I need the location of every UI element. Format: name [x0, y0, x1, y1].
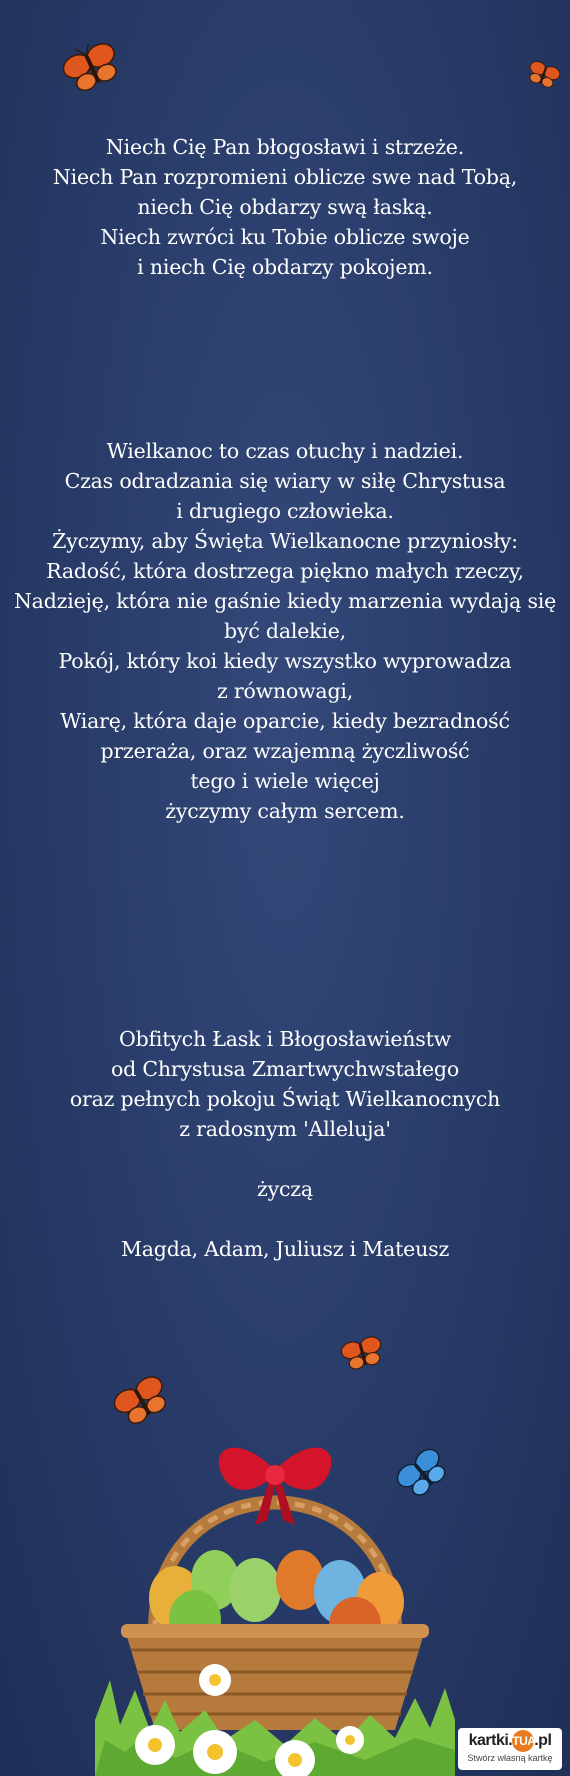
butterfly-icon [340, 1334, 386, 1376]
kartki-tua-watermark[interactable] [458, 1728, 562, 1770]
wishes-line: Wiarę, która daje oparcie, kiedy bezradność [60, 709, 510, 733]
wishes-line: Wielkanoc to czas otuchy i nadziei. [106, 439, 464, 463]
blessing-line: Niech zwróci ku Tobie oblicze swoje [100, 225, 470, 249]
easter-basket-illustration [95, 1380, 455, 1776]
closing-line: oraz pełnych pokoju Świąt Wielkanocnych [69, 1087, 501, 1111]
blessing-line: niech Cię obdarzy swą łaską. [137, 195, 433, 219]
logo-badge: TUA [512, 1730, 534, 1752]
wishes-line: tego i wiele więcej [190, 769, 380, 793]
wishes-line: Nadzieję, która nie gaśnie kiedy marzenia wydają się [13, 589, 557, 613]
wishes-line: Życzymy, aby Święta Wielkanocne przyniosły: [52, 529, 518, 553]
watermark-tagline: Stwórz własną kartkę [467, 1753, 553, 1763]
wishes-line: Czas odradzania się wiary w siłę Chrystusa [64, 469, 506, 493]
wishes-line: Radość, która dostrzega piękno małych rzeczy, [46, 559, 524, 583]
spacer [0, 1204, 570, 1234]
signatures: Magda, Adam, Juliusz i Mateusz [120, 1237, 450, 1261]
wishes-text [0, 436, 570, 826]
blessing-line: i niech Cię obdarzy pokojem. [137, 255, 433, 279]
daisy-icon [135, 1725, 175, 1765]
blessing-text [0, 132, 570, 282]
blessing-line: Niech Pan rozpromieni oblicze swe nad Tobą, [52, 165, 518, 189]
wishes-line: przeraża, oraz wzajemną życzliwość [100, 739, 470, 763]
daisy-icon [199, 1664, 231, 1696]
spacer [0, 1144, 570, 1174]
sign-off: życzą [257, 1177, 313, 1201]
wishes-line: z równowagi, [216, 679, 354, 703]
closing-line: Obfitych Łask i Błogosławieństw [118, 1027, 451, 1051]
closing-line: z radosnym 'Alleluja' [179, 1117, 391, 1141]
daisy-icon [193, 1730, 237, 1774]
wishes-line: życzymy całym sercem. [165, 799, 405, 823]
closing-text [0, 1024, 570, 1264]
wishes-line: i drugiego człowieka. [176, 499, 394, 523]
watermark-logo [458, 1730, 562, 1752]
daisy-icon [336, 1726, 364, 1754]
butterfly-icon [524, 60, 562, 92]
wishes-line: Pokój, który koi kiedy wszystko wyprowadza [58, 649, 512, 673]
logo-prefix: kartki. [468, 1732, 513, 1749]
wishes-line: być dalekie, [224, 619, 346, 643]
butterfly-icon [62, 42, 124, 98]
logo-suffix: .pl [534, 1732, 552, 1749]
closing-line: od Chrystusa Zmartwychwstałego [111, 1057, 459, 1081]
blessing-line: Niech Cię Pan błogosławi i strzeże. [105, 135, 465, 159]
